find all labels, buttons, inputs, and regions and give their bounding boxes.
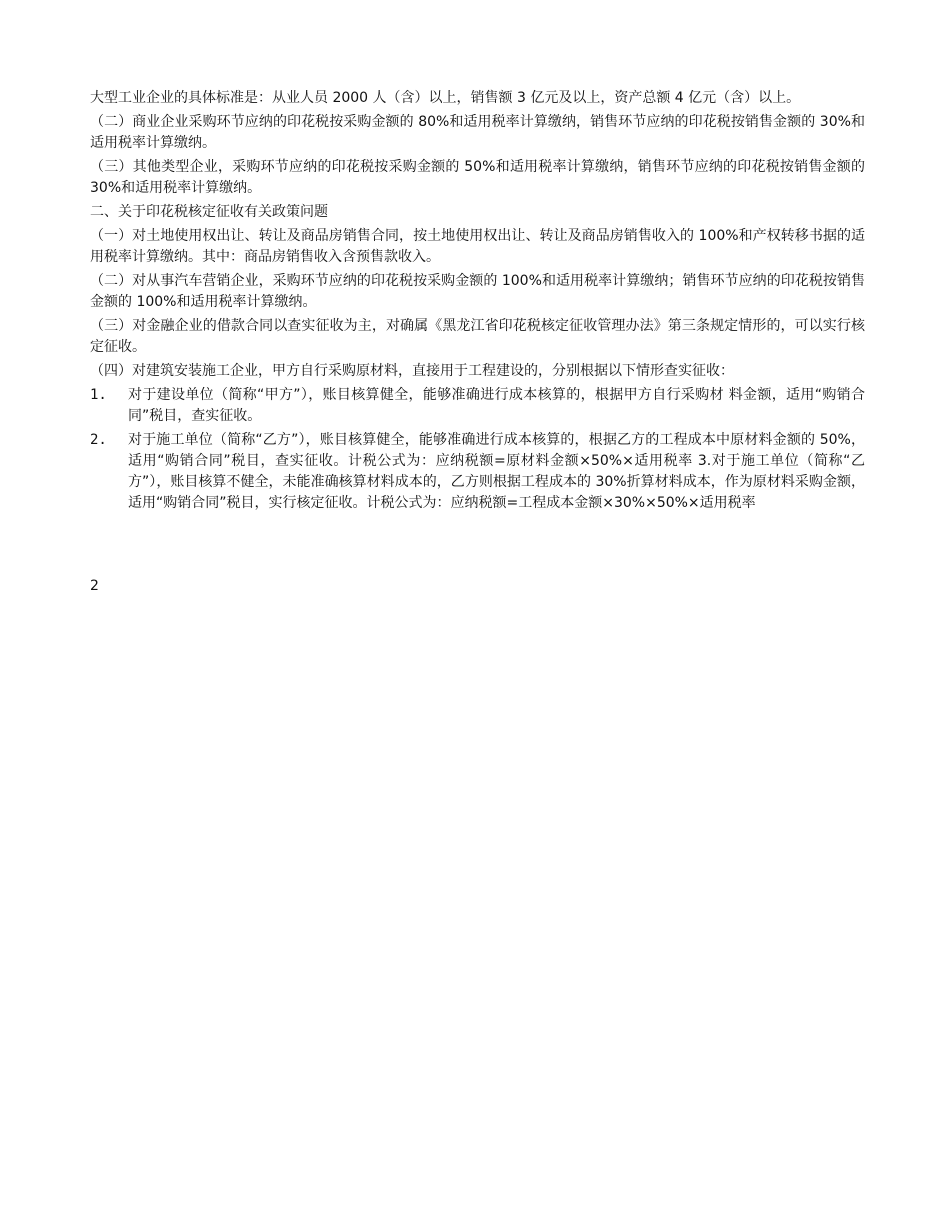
list-item-1 [90,385,865,427]
paragraph-auto-marketing: （二）对从事汽车营销企业，采购环节应纳的印花税按采购金额的 100%和适用税率计算缴纳；销售环节应纳的印花税按销售金额的 100%和适用税率计算缴纳。 [90,273,865,310]
list-number: 2. [90,432,107,448]
list-item-2 [90,430,865,514]
paragraph-construction-enterprise: （四）对建筑安装施工企业，甲方自行采购原材料，直接用于工程建设的，分别根据以下情形查实征收： [90,363,734,379]
paragraph-other-enterprise: （三）其他类型企业，采购环节应纳的印花税按采购金额的 50%和适用税率计算缴纳，销售环节应纳的印花税按销售金额的 30%和适用税率计算缴纳。 [90,159,865,196]
section-heading-policy-issues: 二、关于印花税核定征收有关政策问题 [90,204,328,220]
paragraph-commercial-enterprise: （二）商业企业采购环节应纳的印花税按采购金额的 80%和适用税率计算缴纳，销售环节应纳的印花税按销售金额的 30%和适用税率计算缴纳。 [90,114,865,151]
document-body [90,88,865,517]
paragraph-land-use-rights: （一）对土地使用权出让、转让及商品房销售合同，按土地使用权出让、转让及商品房销售收入的 100%和产权转移书据的适用税率计算缴纳。其中：商品房销售收入含预售款收入。 [90,228,865,265]
paragraph-financial-loans: （三）对金融企业的借款合同以查实征收为主，对确属《黑龙江省印花税核定征收管理办法》第三条规定情形的，可以实行核定征收。 [90,318,865,355]
list-item-text: 对于建设单位（简称“甲方”），账目核算健全，能够准确进行成本核算的，根据甲方自行采购材 料金额，适用“购销合同”税目，查实征收。 [128,387,865,424]
list-number: 1. [90,387,107,403]
page-number: 2 [90,578,99,594]
list-item-text: 对于施工单位（简称“乙方”），账目核算健全，能够准确进行成本核算的，根据乙方的工程成本中原材料金额的 50%，适用“购销合同”税目，查实征收。计税公式为：应纳税额=原材料金额×50%×适用税率 3.对于施工单位（简称“乙方”），账目核算不健全，未能准确核算材料成本的，乙方则根据工程成本的 30%折算材料成本，作为原材料采购金额，适用“购销合同”税目，实行核定征收。计税公式为：应纳税额=工程成本金额×30%×50%×适用税率 [128,432,865,511]
paragraph-large-enterprise-standard: 大型工业企业的具体标准是：从业人员 2000 人（含）以上，销售额 3 亿元及以上，资产总额 4 亿元（含）以上。 [90,90,801,106]
